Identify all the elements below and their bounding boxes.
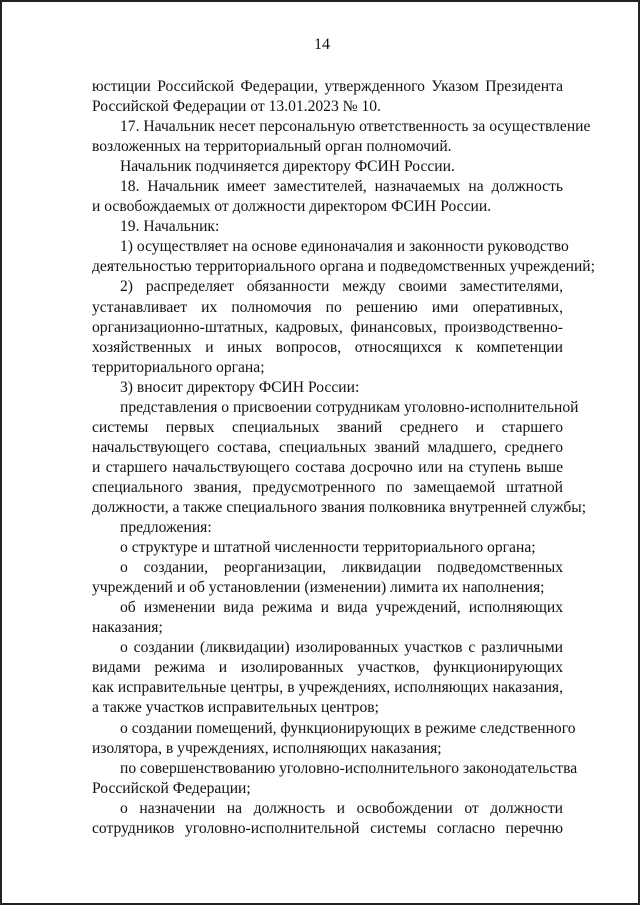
text-line: 19. Начальник: — [120, 218, 220, 236]
text-line: устанавливает их полномочия по решению ими оперативных, — [92, 298, 563, 316]
text-line: Российской Федерации от 13.01.2023 № 10. — [92, 98, 381, 116]
text-line: о создании помещений, функционирующих в режиме следственного — [120, 719, 576, 737]
text-line: организационно-штатных, кадровых, финансовых, производственно- — [92, 318, 563, 336]
paragraph — [92, 77, 563, 117]
text-line: по совершенствованию уголовно-исполнительного законодательства — [120, 759, 578, 777]
paragraph — [92, 398, 587, 518]
paragraph — [92, 759, 578, 799]
text-line: о назначении на должность и освобождении от должности — [120, 799, 563, 817]
text-line: 17. Начальник несет персональную ответственность за осуществление — [120, 118, 591, 136]
text-line: 2) распределяет обязанности между своими заместителями, — [120, 278, 563, 296]
text-line: представления о присвоении сотрудникам уголовно-исполнительной — [120, 398, 579, 416]
text-line: как исправительные центры, в учреждениях, исполняющих наказания, — [92, 679, 563, 697]
text-line: о структуре и штатной численности территориального органа; — [120, 539, 536, 557]
paragraph — [92, 638, 563, 718]
text-line: возложенных на территориальный орган полномочий. — [92, 138, 452, 156]
text-line: 3) вносит директору ФСИН России: — [120, 378, 360, 396]
paragraph — [92, 117, 591, 157]
text-line: и старшего начальствующего состава досрочно или на ступень выше — [92, 458, 563, 476]
text-line: Российской Федерации; — [92, 779, 251, 797]
paragraph — [92, 719, 576, 759]
text-line: а также участков исправительных центров; — [92, 699, 379, 717]
text-line: изолятора, в учреждениях, исполняющих наказания; — [92, 739, 442, 757]
paragraph — [92, 217, 563, 237]
paragraph — [92, 177, 563, 217]
text-line: системы первых специальных званий среднего и старшего — [92, 418, 563, 436]
text-line: о создании (ликвидации) изолированных участков с различными — [120, 639, 563, 657]
paragraph — [92, 538, 563, 558]
text-line: юстиции Российской Федерации, утвержденного Указом Президента — [92, 78, 563, 95]
paragraph — [92, 277, 563, 377]
text-line: учреждений и об установлении (изменении) лимита их наполнения; — [92, 579, 545, 597]
paragraph — [92, 799, 563, 839]
text-line: наказания; — [92, 619, 163, 637]
text-line: и освобождаемых от должности директором ФСИН России. — [92, 198, 492, 216]
text-line: специального звания, предусмотренного по замещаемой штатной — [92, 478, 563, 496]
text-line: об изменении вида режима и вида учреждений, исполняющих — [120, 599, 563, 617]
text-line: 18. Начальник имеет заместителей, назначаемых на должность — [120, 178, 563, 196]
text-line: сотрудников уголовно-исполнительной системы согласно перечню — [92, 819, 563, 837]
paragraph — [92, 598, 563, 638]
text-line: деятельностью территориального органа и подведомственных учреждений; — [92, 258, 595, 276]
text-line: о создании, реорганизации, ликвидации подведомственных — [120, 559, 563, 577]
text-line: 1) осуществляет на основе единоначалия и законности руководство — [120, 238, 569, 256]
paragraph — [92, 558, 563, 598]
text-line: должности, а также специального звания полковника внутренней службы; — [92, 498, 587, 516]
paragraph — [92, 518, 563, 538]
paragraph — [92, 378, 563, 398]
document-body — [92, 77, 595, 839]
paragraph — [92, 237, 595, 277]
text-line: территориального органа; — [92, 358, 265, 376]
text-line: начальствующего состава, специальных званий младшего, среднего — [92, 438, 563, 456]
paragraph — [92, 157, 563, 177]
text-line: видами режима и изолированных участков, функционирующих — [92, 659, 563, 677]
text-line: хозяйственных и иных вопросов, относящихся к компетенции — [92, 338, 563, 356]
text-line: Начальник подчиняется директору ФСИН России. — [120, 158, 455, 176]
text-line: предложения: — [120, 519, 212, 537]
page-number: 14 — [314, 36, 330, 53]
